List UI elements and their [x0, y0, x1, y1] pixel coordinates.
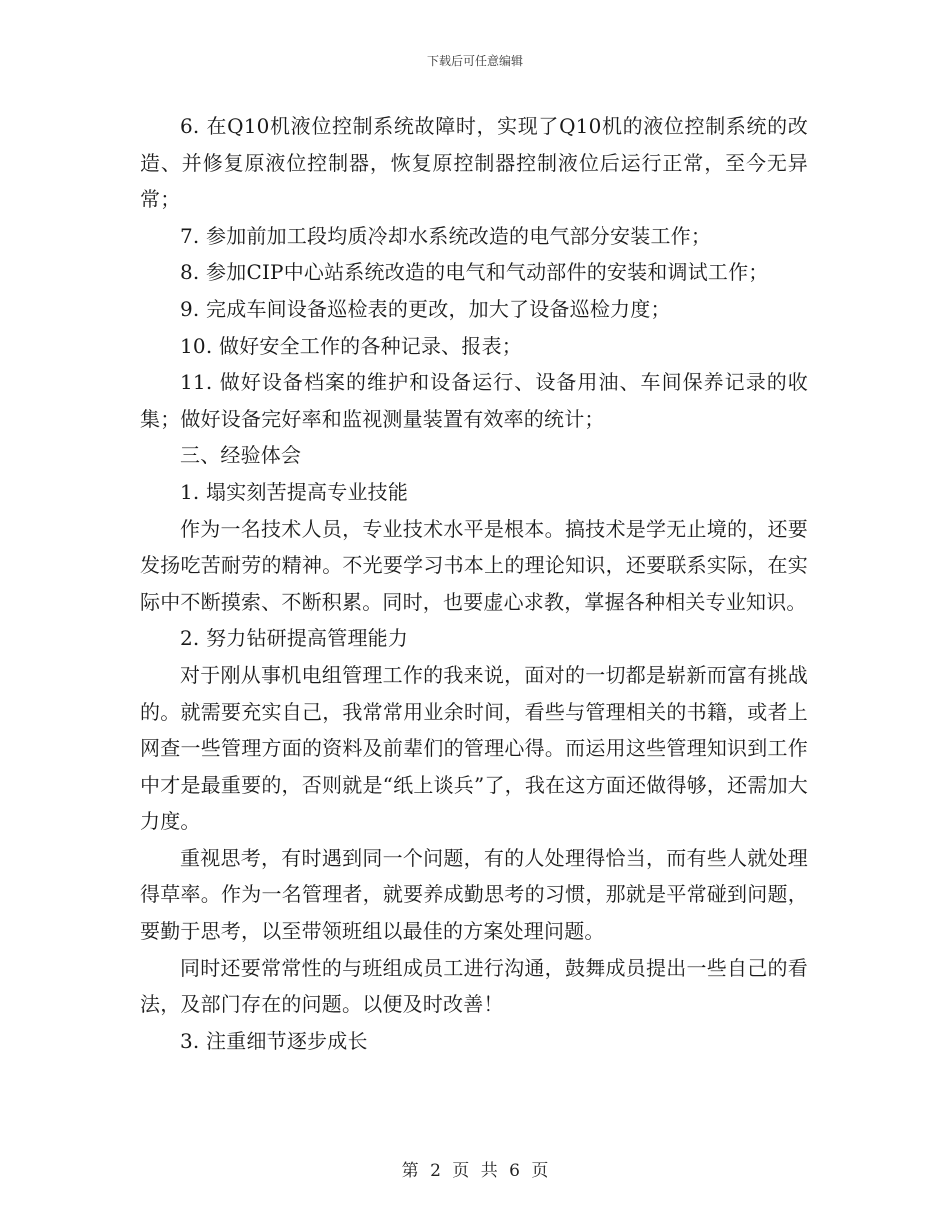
paragraph-item-6: 6. 在Q10机液位控制系统故障时，实现了Q10机的液位控制系统的改造、并修复原液位控制器，恢复原控制器控制液位后运行正常，至今无异常； [140, 114, 808, 212]
page-footer [0, 1156, 950, 1181]
subheading-management: 2. 努力钻研提高管理能力 [180, 626, 409, 651]
paragraph-item-7: 7. 参加前加工段均质冷却水系统改造的电气部分安装工作； [180, 223, 712, 248]
subheading-details: 3. 注重细节逐步成长 [180, 1028, 368, 1053]
paragraph-item-8: 8. 参加CIP中心站系统改造的电气和气动部件的安装和调试工作； [180, 260, 769, 285]
page-number-label: 第 2 页 共 6 页 [401, 1161, 549, 1181]
section-heading-experience: 三、经验体会 [180, 443, 302, 468]
paragraph-management: 对于刚从事机电组管理工作的我来说，面对的一切都是崭新而富有挑战的。就需要充实自己，我常常用业余时间，看些与管理相关的书籍，或者上网查一些管理方面的资料及前辈们的管理心得。而运用这些管理知识到工作中才是最重要的，否则就是“纸上谈兵”了，我在这方面还做得够，还需加大力度。 [140, 662, 808, 834]
document-body [140, 108, 808, 1059]
page-header-note: 下载后可任意编辑 [426, 54, 523, 68]
subheading-skills: 1. 塌实刻苦提高专业技能 [180, 479, 409, 504]
paragraph-communication: 同时还要常常性的与班组成员工进行沟通，鼓舞成员提出一些自己的看法，及部门存在的问题。以便及时改善！ [140, 955, 808, 1017]
paragraph-item-10: 10. 做好安全工作的各种记录、报表； [180, 333, 522, 358]
paragraph-item-9: 9. 完成车间设备巡检表的更改，加大了设备巡检力度； [180, 296, 671, 321]
paragraph-skills: 作为一名技术人员，专业技术水平是根本。搞技术是学无止境的，还要发扬吃苦耐劳的精神。不光要学习书本上的理论知识，还要联系实际，在实际中不断摸索、不断积累。同时，也要虚心求教，掌握各种相关专业知识。 [140, 516, 808, 614]
paragraph-item-11: 11. 做好设备档案的维护和设备运行、设备用油、车间保养记录的收集；做好设备完好率和监视测量装置有效率的统计； [140, 370, 808, 431]
paragraph-thinking: 重视思考，有时遇到同一个问题，有的人处理得恰当，而有些人就处理得草率。作为一名管理者，就要养成勤思考的习惯，那就是平常碰到问题，要勤于思考，以至带领班组以最佳的方案处理问题。 [140, 845, 808, 944]
